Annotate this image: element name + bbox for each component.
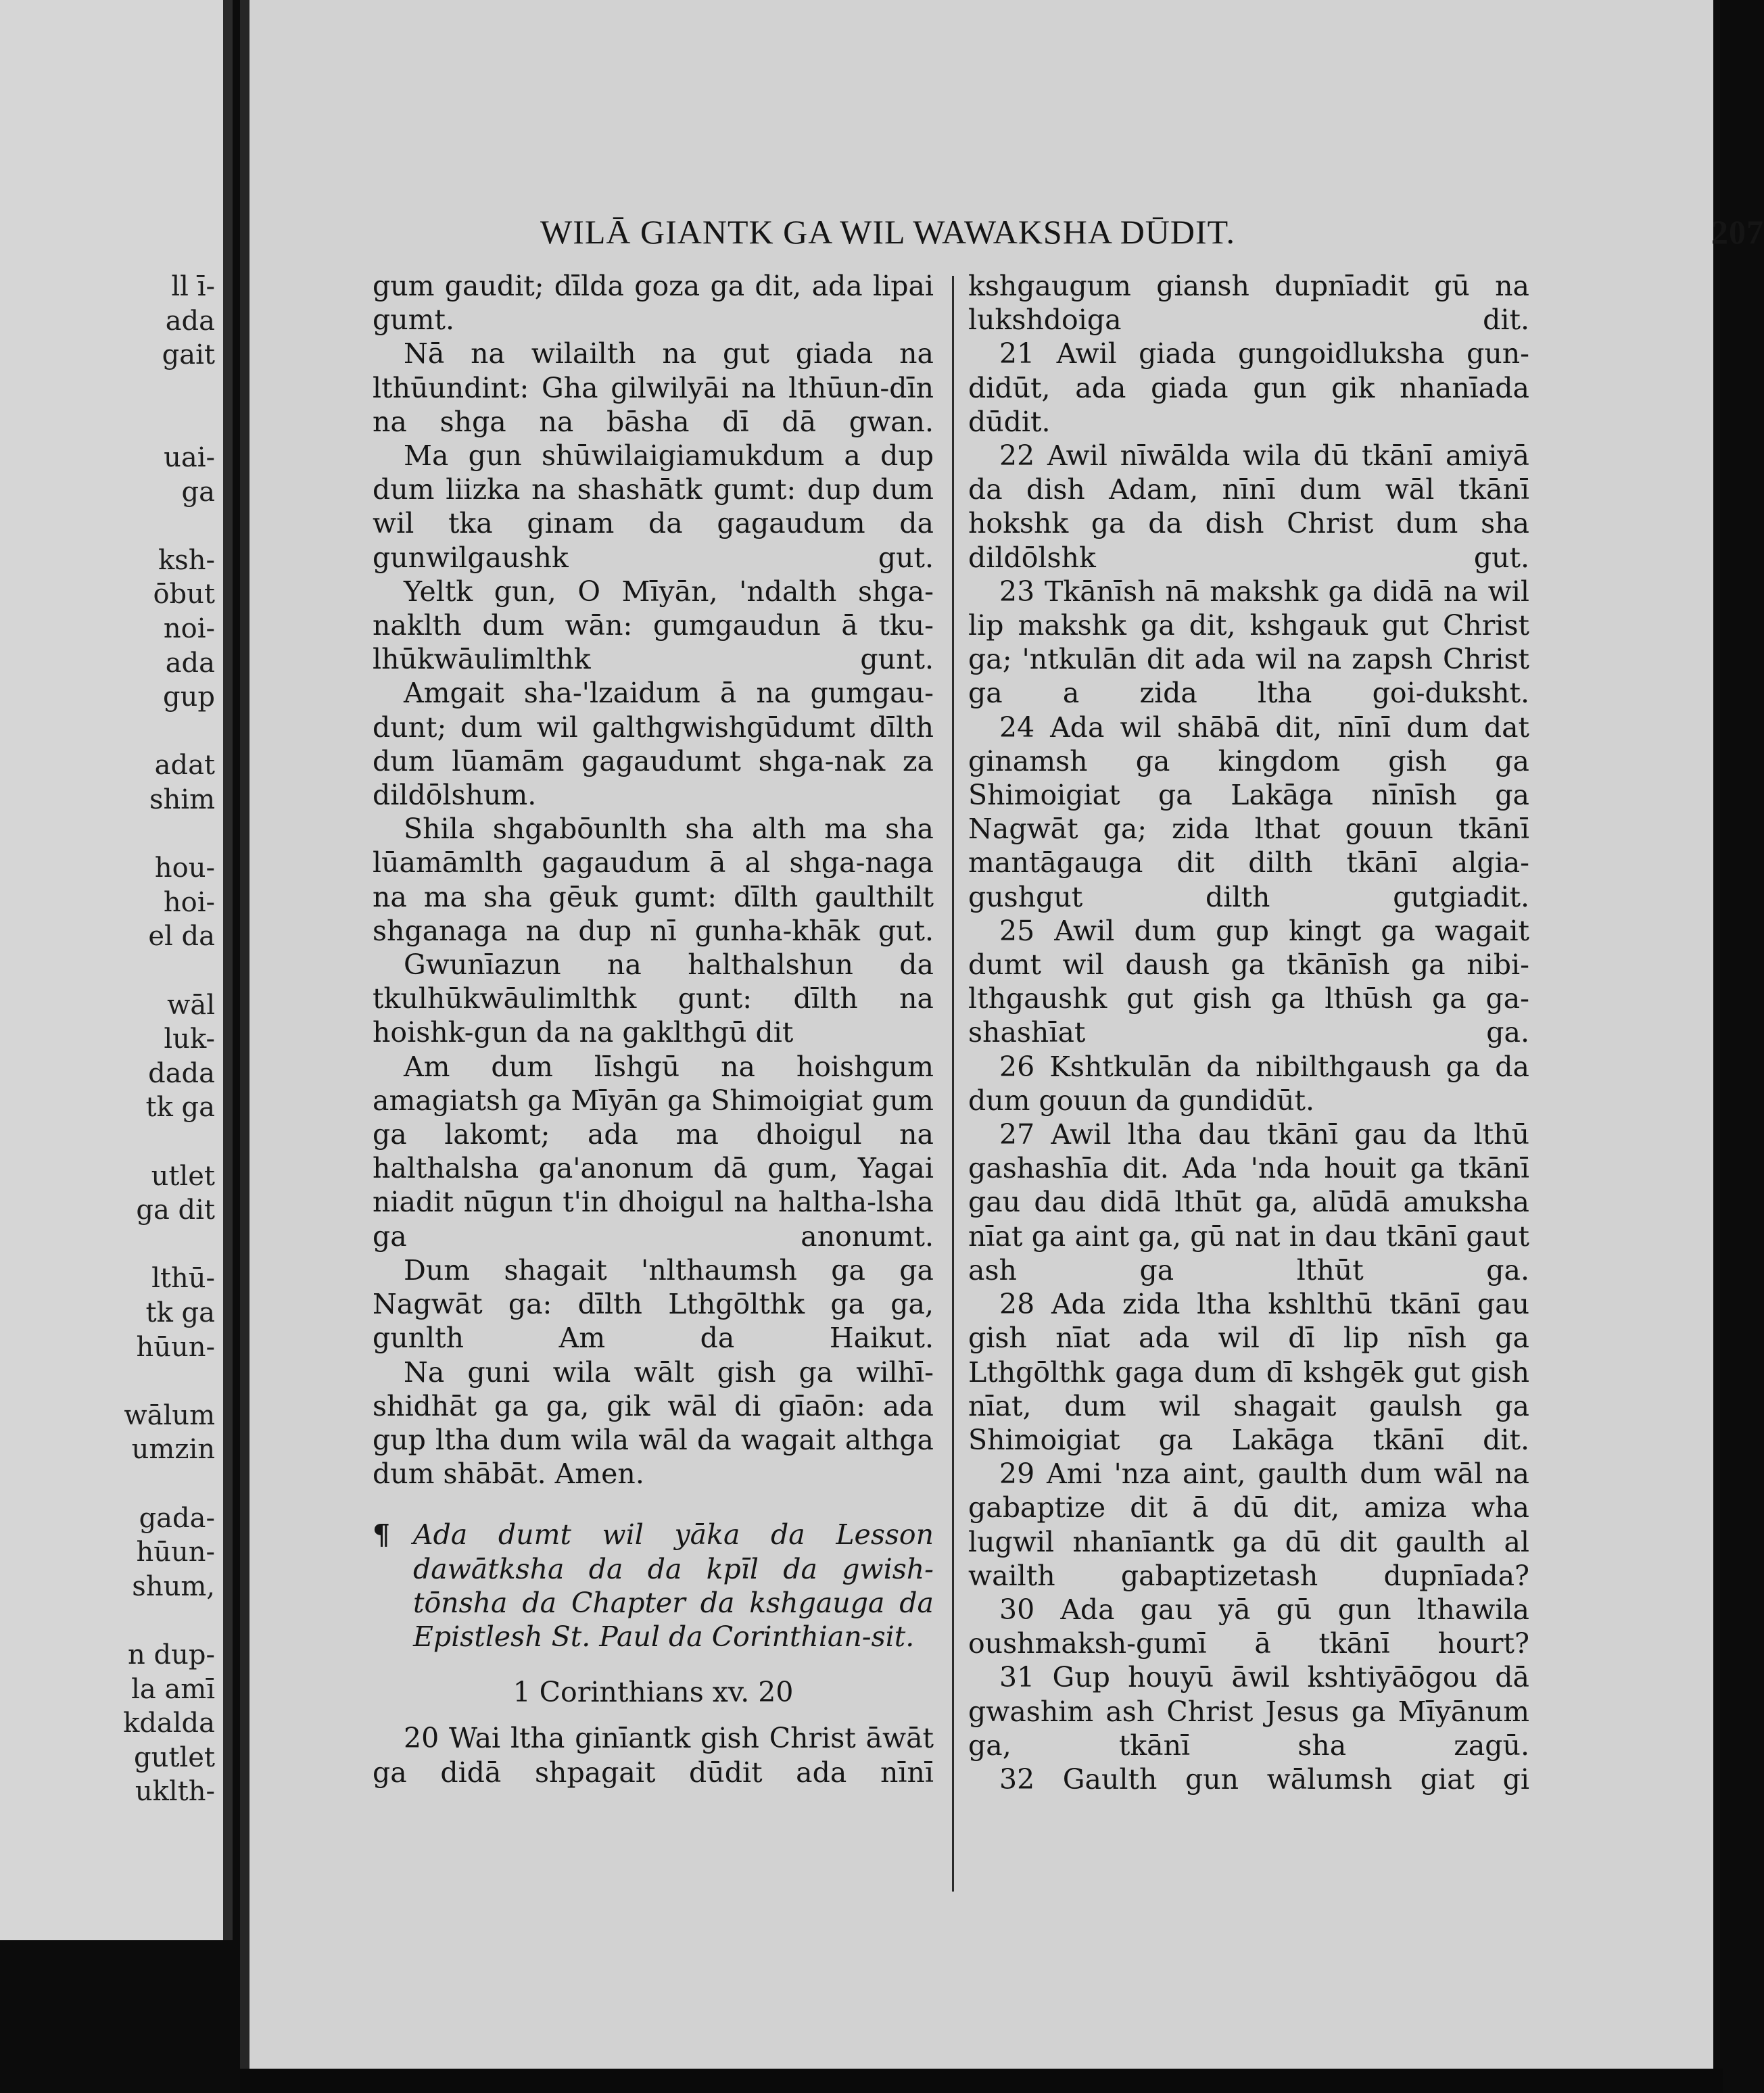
verse: 27 Awil ltha dau tkānī gau da lthū gashashīa dit. Ada 'nda houit ga tkānī gau dau didā lthūt ga, alūdā amuksha nīat ga aint ga, gū nat in dau tkānī gaut ash ga lthūt ga.: [968, 1118, 1529, 1286]
bottom-shadow: [240, 2069, 1723, 2093]
verse: 32 Gaulth gun wālumsh giat gi: [999, 1762, 1529, 1796]
page-number: 207: [1711, 213, 1764, 251]
verse: 22 Awil nīwālda wila dū tkānī amiyā da dish Adam, nīnī dum wāl tkānī hokshk ga da dish Christ dum sha dildōlshk gut.: [968, 439, 1529, 574]
paragraph: Na guni wila wālt gish ga wilhī-shidhāt ga ga, gik wāl di gīaōn: ada gup ltha dum wila wāl da wagait althga dum shābāt. Amen.: [373, 1355, 934, 1491]
prev-page-fragment: kdalda: [123, 1708, 215, 1739]
prev-page-fragment: hūun-: [136, 1537, 215, 1568]
paragraph: Shila shgabōunlth sha alth ma sha lūamāmlth gagaudum ā al shga-naga na ma sha gēuk gumt: dīlth gaulthilt shganaga na dup nī gunha-khāk gut.: [373, 813, 934, 947]
paragraph: Am dum līshgū na hoishgum amagiatsh ga Mīyān ga Shimoigiat gum ga lakomt; ada ma dhoigul na halthalsha ga'anonum dā gum, Yagai niadit nūgun t'in dhoigul na haltha-lsha ga anonumt.: [373, 1050, 934, 1253]
prev-page-fragment: n dup-: [128, 1639, 215, 1670]
paragraph: 20 Wai ltha ginīantk gish Christ āwāt ga didā shpagait dūdit ada nīnī: [373, 1722, 934, 1789]
paragraph: kshgaugum giansh dupnīadit gū na lukshdoiga dit.: [968, 270, 1529, 337]
verse: 21 Awil giada gungoidluksha gun-didūt, ada giada gun gik nhanīada dūdit.: [968, 337, 1529, 438]
pilcrow-icon: ¶: [373, 1518, 391, 1551]
paragraph: Dum shagait 'nlthaumsh ga ga Nagwāt ga: dīlth Lthgōlthk ga ga, gunlth Am da Haikut.: [373, 1253, 934, 1355]
prev-page-fragment: ōbut: [153, 579, 215, 610]
verse: 30 Ada gau yā gū gun lthawila oushmaksh-gumī ā tkānī hourt?: [968, 1593, 1529, 1660]
previous-page-edge: [0, 0, 233, 1940]
prev-page-fragment: shum,: [132, 1570, 215, 1602]
prev-page-fragment: tk ga: [145, 1092, 215, 1124]
prev-page-fragment: ll ī-: [171, 271, 215, 302]
verse: 29 Ami 'nza aint, gaulth dum wāl na gabaptize dit ā dū dit, amiza wha lugwil nhanīantk ga dū dit gaulth al wailth gabaptizetash dupnīada?: [968, 1458, 1529, 1592]
prev-page-fragment: ksh-: [158, 544, 215, 576]
verse: 24 Ada wil shābā dit, nīnī dum dat ginamsh ga kingdom gish ga Shimoigiat ga Lakāga nīnīsh ga Nagwāt ga; zida lthat gouun tkānī mantāgauga dit dilth tkānī algia-gushgut dilth gutgiadit.: [968, 711, 1529, 913]
column-divider: [952, 276, 954, 1892]
prev-page-fragment: tk ga: [145, 1297, 215, 1328]
rubric: [373, 1518, 934, 1654]
prev-page-fragment: wāl: [167, 989, 215, 1021]
verse: 31 Gup houyū āwil kshtiyāōgou dā gwashim ash Christ Jesus ga Mīyānum ga, tkānī sha zagū.: [968, 1661, 1529, 1762]
prev-page-fragment: ga: [181, 476, 215, 508]
left-column: [373, 269, 934, 1789]
prev-page-fragment: utlet: [151, 1160, 215, 1192]
prev-page-fragment: gada-: [139, 1502, 215, 1534]
verse: 28 Ada zida ltha kshlthū tkānī gau gish nīat ada wil dī lip nīsh ga Lthgōlthk gaga dum dī kshgēk gut gish nīat, dum wil shagait gaulsh ga Shimoigiat ga Lakāga tkānī dit.: [968, 1288, 1529, 1456]
prev-page-fragment: gait: [162, 339, 215, 371]
running-title: WILĀ GIANTK GA WIL WAWAKSHA DŪDIT.: [540, 213, 1235, 251]
prev-page-fragment: adat: [154, 750, 215, 781]
scripture-reference: 1 Corinthians xv. 20: [512, 1676, 794, 1709]
prev-page-fragment: ga dit: [136, 1195, 215, 1226]
prev-page-fragment: gutlet: [134, 1741, 215, 1773]
verse: 25 Awil dum gup kingt ga wagait dumt wil daush ga tkānīsh ga nibi-lthgaushk gut gish ga lthūsh ga ga-shashīat ga.: [968, 914, 1529, 1049]
prev-page-fragment: dada: [148, 1057, 215, 1089]
paragraph: Yeltk gun, O Mīyān, 'ndalth shga-naklth dum wān: gumgaudun ā tku-lhūkwāulimlthk gunt.: [373, 575, 934, 676]
prev-page-fragment: uklth-: [135, 1776, 215, 1808]
paragraph: Gwunīazun na halthalshun da tkulhūkwāulimlthk gunt: dīlth na hoishk-gun da na gaklthgū dit: [373, 948, 934, 1049]
paragraph: gum gaudit; dīlda goza ga dit, ada lipai gumt.: [373, 270, 934, 337]
prev-page-fragment: gup: [163, 681, 215, 713]
prev-page-fragment: hou-: [154, 852, 215, 884]
prev-page-fragment: umzin: [131, 1434, 215, 1466]
prev-page-fragment: noi-: [163, 613, 215, 644]
rubric-text: Ada dumt wil yāka da Lesson dawātksha da da kpīl da gwish-tōnsha da Chapter da kshgauga da Epistlesh St. Paul da Corinthian-sit.: [413, 1518, 934, 1653]
prev-page-fragment: shim: [149, 784, 215, 815]
right-column: [968, 269, 1529, 1796]
paragraph: Ma gun shūwilaigiamukdum a dup dum liizka na shashātk gumt: dup dum wil tka ginam da gagaudum da gunwilgaushk gut.: [373, 439, 934, 574]
prev-page-fragment: ada: [165, 647, 215, 679]
prev-page-fragment: hūun-: [136, 1331, 215, 1363]
prev-page-fragment: uai-: [164, 442, 215, 473]
prev-page-fragment: ada: [165, 305, 215, 337]
prev-page-fragment: la amī: [131, 1673, 215, 1705]
prev-page-fragment: lthū-: [151, 1263, 215, 1295]
paragraph: Amgait sha-'lzaidum ā na gumgau-dunt; dum wil galthgwishgūdumt dīlth dum lūamām gagaudumt shga-nak za dildōlshum.: [373, 677, 934, 812]
paragraph: Nā na wilailth na gut giada na lthūundint: Gha gilwilyāi na lthūun-dīn na shga na bāsha dī dā gwan.: [373, 337, 934, 438]
prev-page-fragment: el da: [148, 921, 215, 953]
verse: 26 Kshtkulān da nibilthgaush ga da dum gouun da gundidūt.: [968, 1050, 1529, 1117]
prev-page-fragment: wālum: [124, 1399, 215, 1431]
verse: 23 Tkānīsh nā makshk ga didā na wil lip makshk ga dit, kshgauk gut Christ ga; 'ntkulān dit ada wil na zapsh Christ ga a zida ltha goi-duksht.: [968, 575, 1529, 710]
prev-page-fragment: hoi-: [163, 886, 215, 918]
prev-page-fragment: luk-: [164, 1024, 215, 1055]
page-header: [540, 212, 1764, 251]
